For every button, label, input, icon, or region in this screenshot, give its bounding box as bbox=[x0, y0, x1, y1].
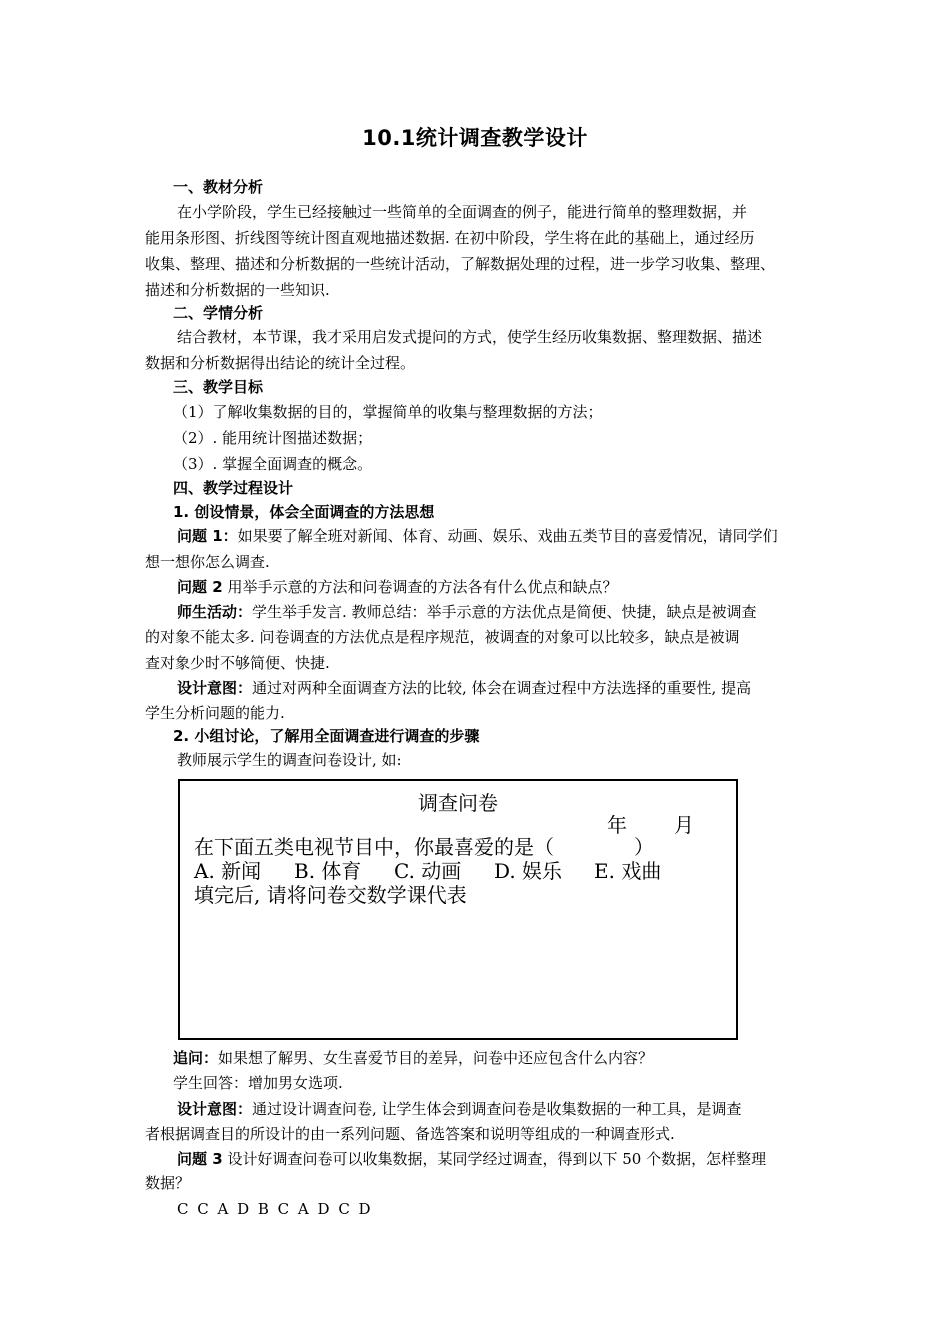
design-intent-text: 通过设计调查问卷, 让学生体会到调查问卷是收集数据的一种工具，是调查 bbox=[252, 1100, 742, 1118]
survey-title: 调查问卷 bbox=[418, 791, 498, 815]
activity-text: 学生举手发言. 教师总结：举手示意的方法优点是简便、快捷，缺点是被调查 bbox=[252, 603, 757, 621]
survey-questionnaire-box bbox=[178, 779, 738, 1040]
section-heading-2: 二、学情分析 bbox=[173, 304, 264, 322]
paragraph-line: 在小学阶段，学生已经接触过一些简单的全面调查的例子，能进行简单的整理数据，并 bbox=[177, 203, 748, 221]
paragraph-line: 数据和分析数据得出结论的统计全过程。 bbox=[145, 354, 416, 372]
question-1-text: 如果要了解全班对新闻、体育、动画、娱乐、戏曲五类节目的喜爱情况，请同学们 bbox=[237, 527, 778, 545]
paragraph-line: 结合教材，本节课，我才采用启发式提问的方式，使学生经历收集数据、整理数据、描述 bbox=[177, 328, 763, 346]
paragraph-line: 教师展示学生的调查问卷设计, 如: bbox=[177, 751, 402, 769]
subsection-heading-2: 2. 小组讨论，了解用全面调查进行调查的步骤 bbox=[173, 727, 480, 745]
design-intent-label: 设计意图： bbox=[177, 1100, 253, 1118]
data-sequence: C C A D B C A D C D bbox=[177, 1200, 373, 1218]
paragraph-line: 能用条形图、折线图等统计图直观地描述数据. 在初中阶段，学生将在此的基础上，通过经历 bbox=[145, 229, 755, 247]
survey-question: 在下面五类电视节目中，你最喜爱的是（ ） bbox=[194, 835, 654, 859]
question-2-label: 问题 2 bbox=[177, 578, 223, 596]
survey-option: C. 动画 bbox=[394, 859, 462, 883]
paragraph-line: 学生分析问题的能力. bbox=[145, 704, 285, 722]
question-1-label: 问题 1： bbox=[177, 527, 238, 545]
design-intent-label: 设计意图： bbox=[177, 679, 253, 697]
goal-item: （2）. 能用统计图描述数据； bbox=[173, 429, 373, 447]
paragraph-line: 描述和分析数据的一些知识. bbox=[145, 281, 330, 299]
followup-label: 追问： bbox=[173, 1049, 219, 1067]
survey-option: A. 新闻 bbox=[194, 859, 262, 883]
question-3-label: 问题 3 bbox=[177, 1150, 223, 1168]
paragraph-line: 查对象少时不够简便、快捷. bbox=[145, 654, 330, 672]
goal-item: （3）. 掌握全面调查的概念。 bbox=[173, 455, 373, 473]
design-intent-line bbox=[145, 1096, 842, 1122]
paragraph-line: 收集、整理、描述和分析数据的一些统计活动，了解数据处理的过程，进一步学习收集、整理、 bbox=[145, 255, 776, 273]
document-title: 10.1统计调查教学设计 bbox=[362, 126, 588, 150]
question-3-line bbox=[145, 1146, 842, 1172]
question-2-line bbox=[145, 574, 842, 600]
design-intent-line bbox=[145, 675, 842, 701]
section-heading-4: 四、教学过程设计 bbox=[173, 479, 294, 497]
paragraph-line: 者根据调查目的所设计的由一系列问题、备选答案和说明等组成的一种调查形式. bbox=[145, 1125, 675, 1143]
survey-year-label: 年 bbox=[607, 813, 627, 837]
paragraph-line: 学生回答：增加男女选项. bbox=[173, 1074, 343, 1092]
question-2-text: 用举手示意的方法和问卷调查的方法各有什么优点和缺点？ bbox=[222, 578, 618, 596]
question-1-line bbox=[145, 523, 842, 549]
activity-line bbox=[145, 599, 842, 625]
survey-option: D. 娱乐 bbox=[494, 859, 563, 883]
survey-option: B. 体育 bbox=[294, 859, 362, 883]
question-3-text: 设计好调查问卷可以收集数据，某同学经过调查，得到以下 50 个数据，怎样整理 bbox=[222, 1150, 767, 1168]
subsection-heading-1: 1. 创设情景，体会全面调查的方法思想 bbox=[173, 503, 435, 521]
survey-option: E. 戏曲 bbox=[594, 859, 662, 883]
survey-month-label: 月 bbox=[674, 813, 694, 837]
followup-text: 如果想了解男、女生喜爱节目的差异，问卷中还应包含什么内容？ bbox=[218, 1049, 654, 1067]
design-intent-text: 通过对两种全面调查方法的比较, 体会在调查过程中方法选择的重要性, 提高 bbox=[252, 679, 752, 697]
goal-item: （1）了解收集数据的目的，掌握简单的收集与整理数据的方法； bbox=[173, 403, 603, 421]
paragraph-line: 数据？ bbox=[145, 1174, 191, 1192]
activity-label: 师生活动： bbox=[177, 603, 253, 621]
section-heading-1: 一、教材分析 bbox=[173, 178, 264, 196]
survey-footer: 填完后, 请将问卷交数学课代表 bbox=[194, 883, 467, 907]
paragraph-line: 的对象不能太多. 问卷调查的方法优点是程序规范，被调查的对象可以比较多，缺点是被调 bbox=[145, 628, 740, 646]
followup-line bbox=[145, 1045, 838, 1071]
section-heading-3: 三、教学目标 bbox=[173, 378, 264, 396]
paragraph-line: 想一想你怎么调查. bbox=[145, 553, 270, 571]
